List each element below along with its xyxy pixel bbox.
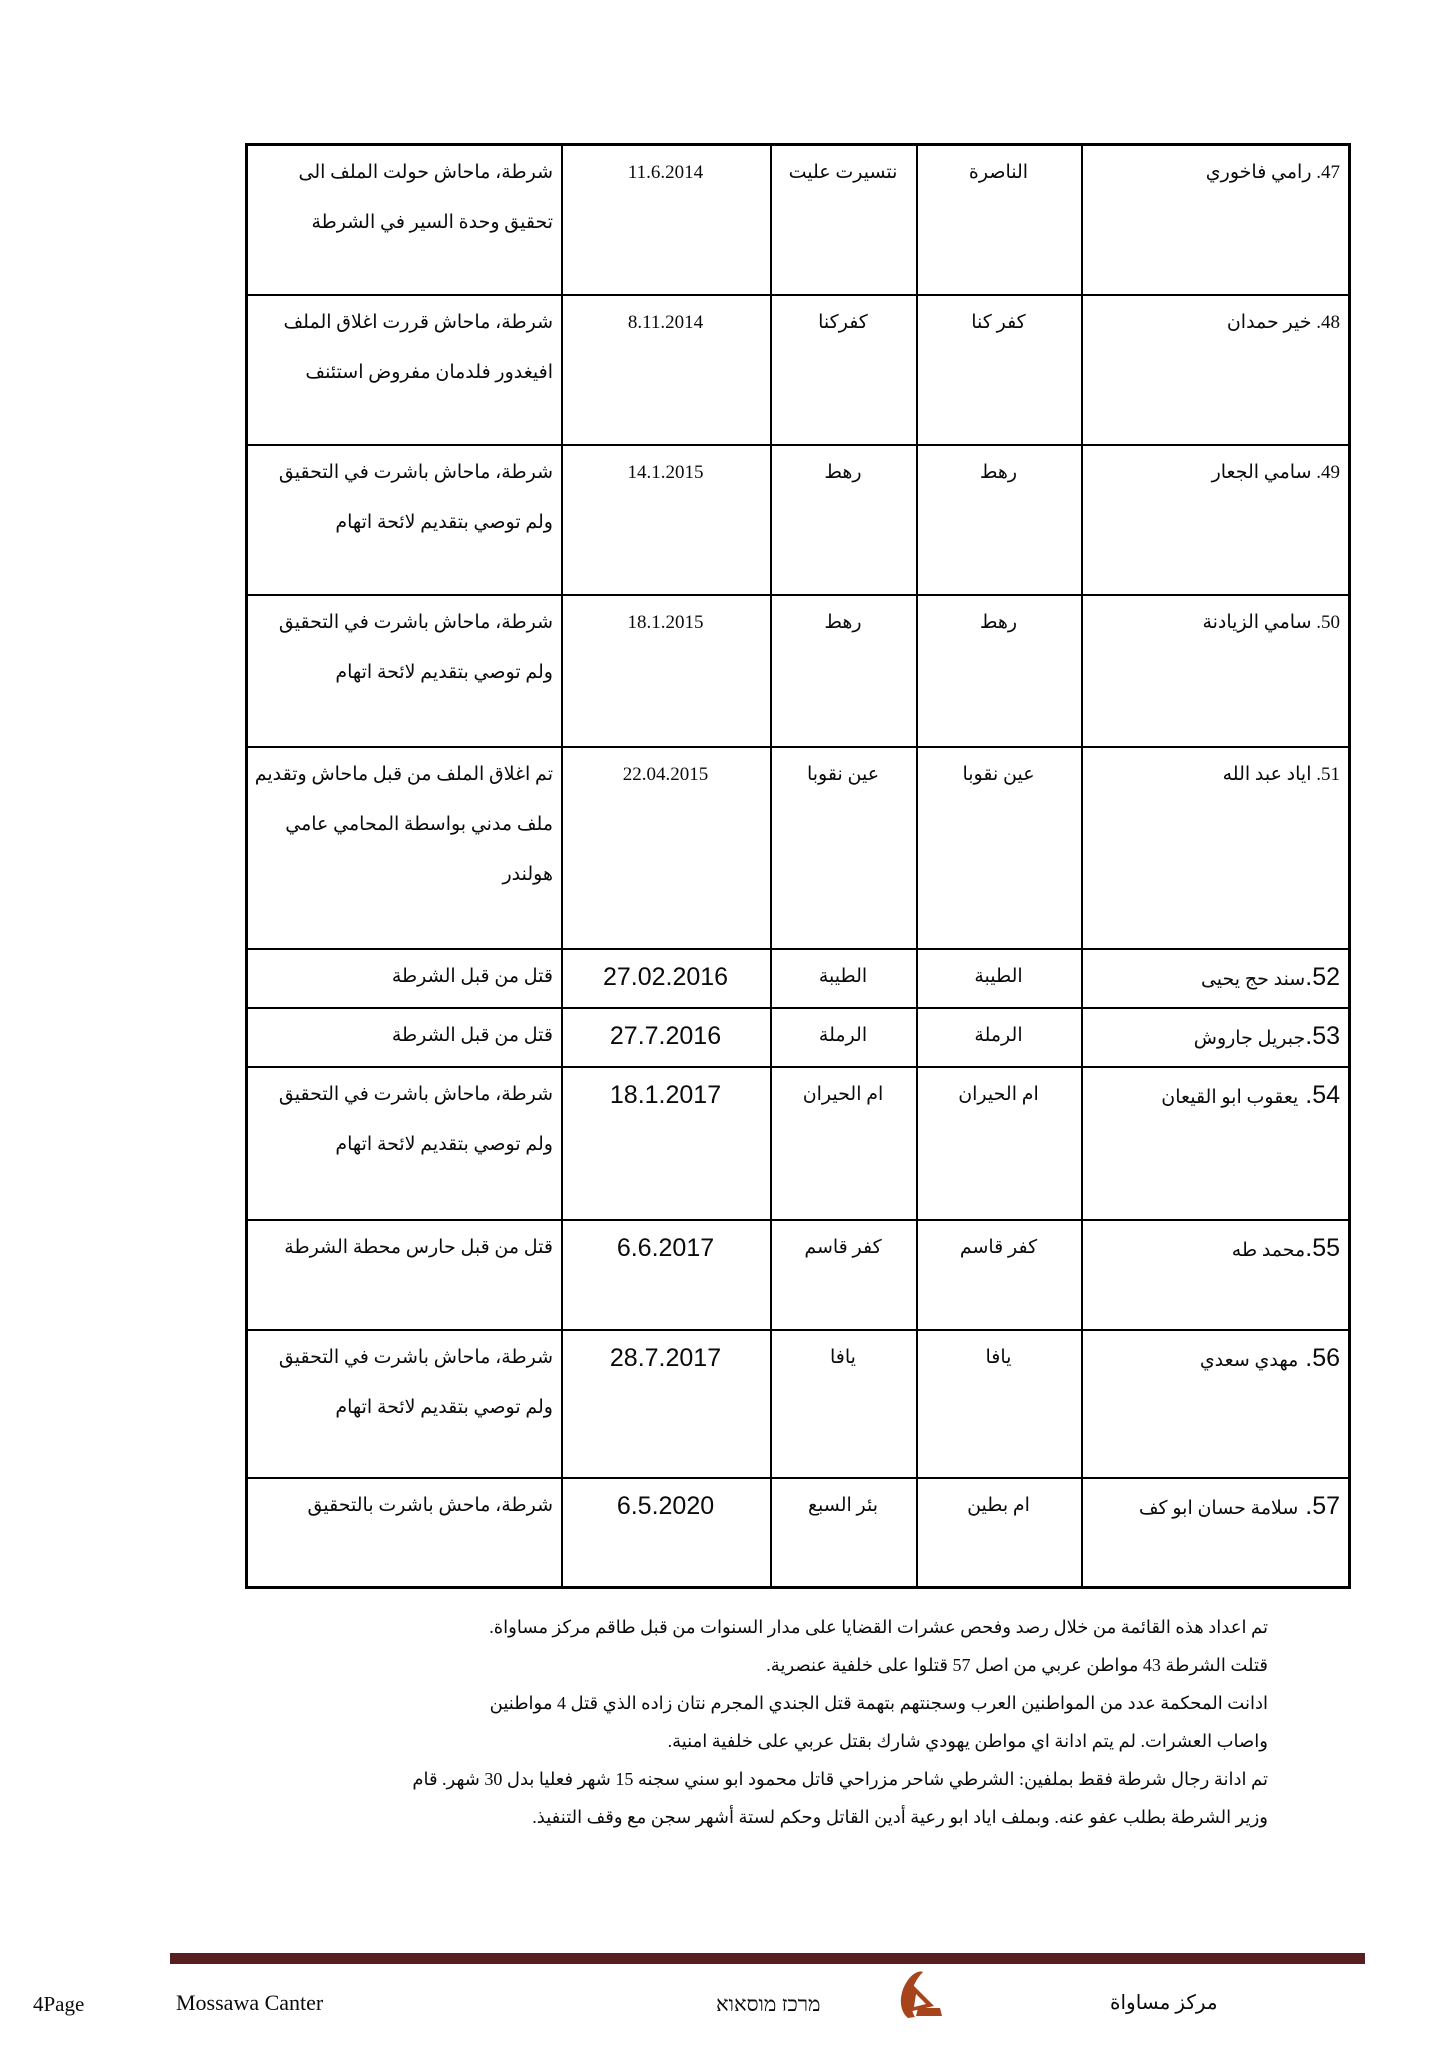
status-cell: شرطة، ماحاش باشرت في التحقيق ولم توصي بتقديم لائحة اتهام: [247, 445, 563, 595]
date-cell: 6.5.2020: [562, 1478, 771, 1588]
summary-line: واصاب العشرات. لم يتم ادانة اي مواطن يهودي شارك بقتل عربي على خلفية امنية.: [667, 1731, 1268, 1751]
place-cell: نتسيرت عليت: [771, 145, 917, 295]
location-cell: كفر قاسم: [917, 1220, 1082, 1330]
case-number: 50.: [1311, 611, 1340, 633]
table-row: [247, 595, 1350, 747]
summary-line: وزير الشرطة بطلب عفو عنه. وبملف اياد ابو رعية أدين القاتل وحكم لستة أشهر سجن مع وقف التنفيذ.: [532, 1807, 1268, 1827]
status-cell: شرطة، ماحاش قررت اغلاق الملف افيغدور فلدمان مفروض استئنف: [247, 295, 563, 445]
table-row: [247, 949, 1350, 1008]
date-cell: 18.1.2017: [562, 1067, 771, 1220]
place-cell: الرملة: [771, 1008, 917, 1067]
case-number: 57.: [1298, 1491, 1340, 1520]
location-cell: كفر كنا: [917, 295, 1082, 445]
location-cell: ام بطين: [917, 1478, 1082, 1588]
victim-name: سامي الجعار: [1211, 461, 1312, 483]
table-row: [247, 1330, 1350, 1478]
case-number-and-name-cell: [1082, 747, 1350, 949]
case-number: 51.: [1311, 763, 1340, 785]
date-cell: 6.6.2017: [562, 1220, 771, 1330]
victim-name: مهدي سعدي: [1199, 1349, 1299, 1371]
case-number-and-name-cell: [1082, 1478, 1350, 1588]
status-cell: شرطة، ماحاش باشرت في التحقيق ولم توصي بتقديم لائحة اتهام: [247, 595, 563, 747]
place-cell: ام الحيران: [771, 1067, 917, 1220]
summary-line: تم ادانة رجال شرطة فقط بملفين: الشرطي شاحر مزراحي قاتل محمود ابو سني سجنه 15 شهر فعليا بدل 30 شهر. قام: [412, 1769, 1268, 1789]
case-number-and-name-cell: [1082, 445, 1350, 595]
summary-line: تم اعداد هذه القائمة من خلال رصد وفحص عشرات القضايا على مدار السنوات من قبل طاقم مركز مساواة.: [489, 1617, 1268, 1637]
page-number-label: 4Page: [33, 1992, 85, 2016]
date-cell: 28.7.2017: [562, 1330, 771, 1478]
date-cell: 8.11.2014: [562, 295, 771, 445]
place-cell: رهط: [771, 445, 917, 595]
victim-name: اياد عبد الله: [1222, 763, 1312, 785]
cases-table: [245, 143, 1340, 1589]
case-number: 47.: [1311, 162, 1340, 183]
case-number: 49.: [1311, 461, 1340, 483]
case-number-and-name-cell: [1082, 145, 1350, 295]
case-number: 48.: [1311, 311, 1340, 333]
place-cell: كفركنا: [771, 295, 917, 445]
status-cell: شرطة، ماحاش باشرت في التحقيق ولم توصي بتقديم لائحة اتهام: [247, 1330, 563, 1478]
place-cell: عين نقوبا: [771, 747, 917, 949]
victim-name: جبريل جاروش: [1193, 1027, 1306, 1049]
victim-name: رامي فاخوري: [1205, 162, 1312, 183]
mossawa-logo-icon: [888, 1970, 944, 2020]
status-cell: تم اغلاق الملف من قبل ماحاش وتقديم ملف مدني بواسطة المحامي عامي هولندر: [247, 747, 563, 949]
case-number: 53.: [1305, 1021, 1340, 1050]
case-number-and-name-cell: [1082, 1330, 1350, 1478]
location-cell: ام الحيران: [917, 1067, 1082, 1220]
victim-name: سامي الزيادنة: [1202, 611, 1312, 633]
status-cell: قتل من قبل الشرطة: [247, 949, 563, 1008]
victim-name: سلامة حسان ابو كف: [1138, 1497, 1299, 1519]
victim-name: سند حج يحيى: [1200, 968, 1306, 990]
status-cell: قتل من قبل حارس محطة الشرطة: [247, 1220, 563, 1330]
footer-org-name-arabic: مركز مساواة: [1110, 1992, 1218, 2014]
table-row: [247, 295, 1350, 445]
case-number-and-name-cell: [1082, 1220, 1350, 1330]
status-cell: شرطة، ماحش باشرت بالتحقيق: [247, 1478, 563, 1588]
location-cell: الطيبة: [917, 949, 1082, 1008]
date-cell: 18.1.2015: [562, 595, 771, 747]
date-cell: 22.04.2015: [562, 747, 771, 949]
location-cell: رهط: [917, 595, 1082, 747]
table-row: [247, 747, 1350, 949]
table-row: [247, 1220, 1350, 1330]
case-number-and-name-cell: [1082, 1067, 1350, 1220]
summary-paragraph: [177, 1608, 1268, 1836]
table-row: [247, 145, 1350, 295]
status-cell: قتل من قبل الشرطة: [247, 1008, 563, 1067]
location-cell: الناصرة: [917, 145, 1082, 295]
cases-table-body: [247, 145, 1350, 1588]
footer-org-name-hebrew: מרכז מוסאוא: [716, 1992, 821, 2016]
table-row: [247, 1067, 1350, 1220]
location-cell: الرملة: [917, 1008, 1082, 1067]
case-number-and-name-cell: [1082, 595, 1350, 747]
date-cell: 14.1.2015: [562, 445, 771, 595]
date-cell: 11.6.2014: [562, 145, 771, 295]
place-cell: رهط: [771, 595, 917, 747]
case-number-and-name-cell: [1082, 295, 1350, 445]
location-cell: يافا: [917, 1330, 1082, 1478]
case-number: 52.: [1305, 962, 1340, 991]
location-cell: عين نقوبا: [917, 747, 1082, 949]
case-number-and-name-cell: [1082, 949, 1350, 1008]
case-number: 56.: [1298, 1343, 1340, 1372]
status-cell: شرطة، ماحاش باشرت في التحقيق ولم توصي بتقديم لائحة اتهام: [247, 1067, 563, 1220]
case-number: 55.: [1305, 1233, 1340, 1262]
place-cell: الطيبة: [771, 949, 917, 1008]
date-cell: 27.7.2016: [562, 1008, 771, 1067]
place-cell: يافا: [771, 1330, 917, 1478]
case-number-and-name-cell: [1082, 1008, 1350, 1067]
date-cell: 27.02.2016: [562, 949, 771, 1008]
victim-name: يعقوب ابو القيعان: [1161, 1086, 1299, 1108]
summary-line: ادانت المحكمة عدد من المواطنين العرب وسجنتهم بتهمة قتل الجندي المجرم نتان زاده الذي قتل 4 مواطنين: [489, 1693, 1268, 1713]
footer-divider-bar: [170, 1953, 1365, 1964]
cases-table-grid: [245, 143, 1351, 1589]
table-row: [247, 1008, 1350, 1067]
victim-name: محمد طه: [1231, 1239, 1306, 1261]
summary-line: قتلت الشرطة 43 مواطن عربي من اصل 57 قتلوا على خلفية عنصرية.: [766, 1655, 1268, 1675]
status-cell: شرطة، ماحاش حولت الملف الى تحقيق وحدة السير في الشرطة: [247, 145, 563, 295]
place-cell: بئر السبع: [771, 1478, 917, 1588]
table-row: [247, 1478, 1350, 1588]
victim-name: خير حمدان: [1226, 311, 1312, 333]
location-cell: رهط: [917, 445, 1082, 595]
table-row: [247, 445, 1350, 595]
case-number: 54.: [1298, 1080, 1340, 1109]
place-cell: كفر قاسم: [771, 1220, 917, 1330]
footer-org-name-english: Mossawa Canter: [176, 1990, 324, 2015]
